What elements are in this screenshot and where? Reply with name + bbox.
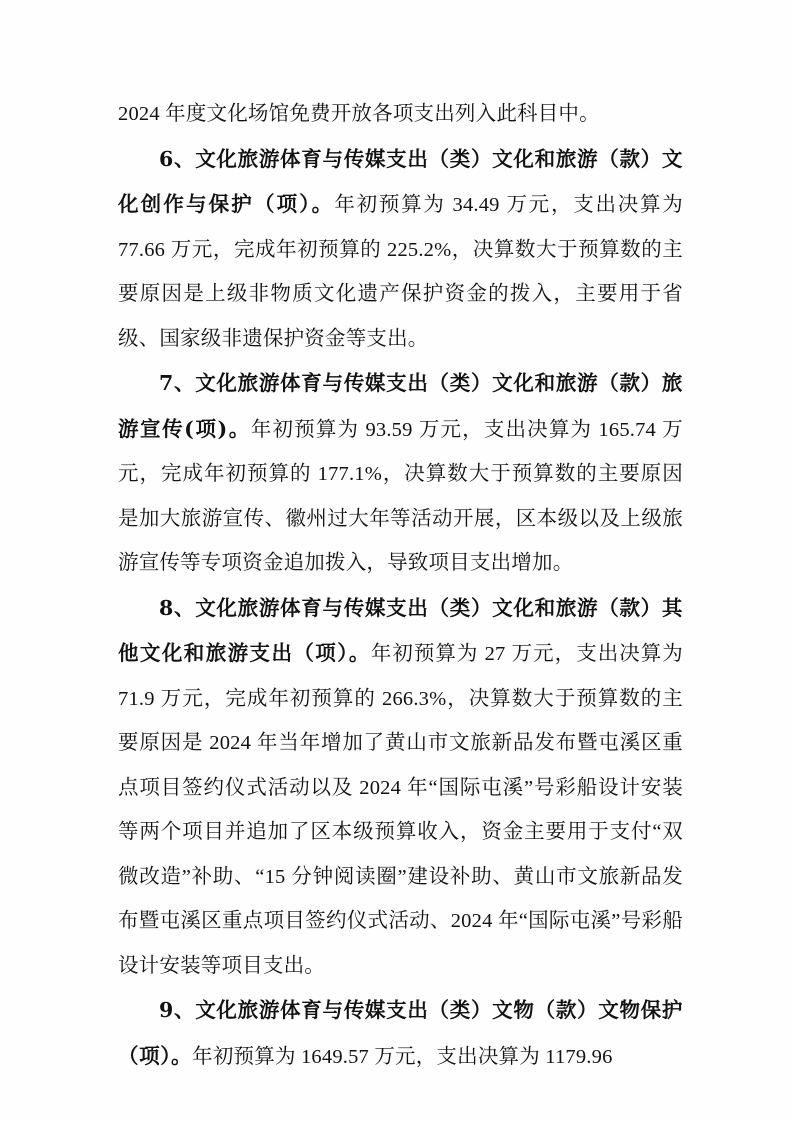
- paragraph-lead: 6、文化旅游体育与传媒支出（类）文化和旅游（款）文化创作与保护（项）。: [118, 146, 683, 216]
- paragraph-item-8: [118, 586, 683, 989]
- paragraph-lead: 9、文化旅游体育与传媒支出（类）文物（款）文物保护（项）。: [118, 998, 683, 1068]
- paragraph-item-6: [118, 137, 683, 362]
- paragraph-intro: [118, 92, 683, 137]
- paragraph-lead: 7、文化旅游体育与传媒支出（类）文化和旅游（款）旅游宣传(项)。: [118, 371, 683, 441]
- paragraph-text: 2024 年度文化场馆免费开放各项支出列入此科目中。: [118, 103, 600, 125]
- document-body: [118, 92, 683, 1079]
- paragraph-text: 年初预算为 34.49 万元，支出决算为 77.66 万元，完成年初预算的 225.2%，决算数大于预算数的主要原因是上级非物质文化遗产保护资金的拨入，主要用于省级、国家级非遗保护资金等支出。: [118, 194, 684, 350]
- paragraph-text: 年初预算为 93.59 万元，支出决算为 165.74 万元，完成年初预算的 177.1%，决算数大于预算数的主要原因是加大旅游宣传、徽州过大年等活动开展，区本级以及上级旅游宣传等专项资金追加拨入，导致项目支出增加。: [118, 418, 683, 574]
- paragraph-item-9: [118, 988, 683, 1079]
- paragraph-lead: 8、文化旅游体育与传媒支出（类）文化和旅游（款）其他文化和旅游支出（项）。: [118, 595, 683, 665]
- paragraph-item-7: [118, 361, 683, 586]
- paragraph-text: 年初预算为 1649.57 万元，支出决算为 1179.96: [192, 1045, 613, 1068]
- paragraph-text: 年初预算为 27 万元，支出决算为 71.9 万元，完成年初预算的 266.3%，决算数大于预算数的主要原因是 2024 年当年增加了黄山市文旅新品发布暨屯溪区重点项目签约仪式活动以及 2024 年“国际屯溪”号彩船设计安装等两个项目并追加了区本级预算收入，资金主要用于支付“双微改造”补助、“15 分钟阅读圈”建设补助、黄山市文旅新品发布暨屯溪区重点项目签约仪式活动、2024 年“国际屯溪”号彩船设计安装等项目支出。: [118, 643, 683, 977]
